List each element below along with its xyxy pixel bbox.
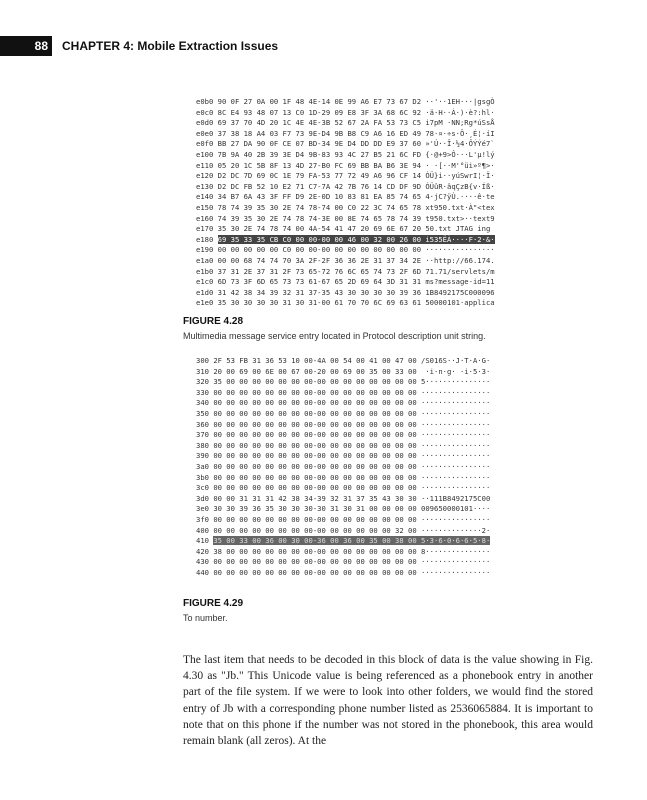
hex-bytes: 00 00 00 00 00 00 00 00-00 00 00 00 00 00 00 00 bbox=[213, 514, 417, 524]
hex-row bbox=[196, 547, 490, 558]
hex-row bbox=[196, 150, 495, 161]
hex-row bbox=[196, 557, 490, 568]
hex-address: 420 bbox=[196, 546, 214, 556]
hex-row bbox=[196, 441, 490, 452]
hex-ascii: {·@+9>Ô···L'µ!lý bbox=[421, 149, 495, 159]
hex-bytes: 37 38 18 A4 03 F7 73 9E-D4 9B B8 C9 A6 16 ED 49 bbox=[217, 128, 422, 138]
hex-bytes: 00 00 00 00 00 00 00 00-00 00 00 00 00 00 00 00 bbox=[213, 440, 417, 450]
figure-4-29-caption: To number. bbox=[183, 613, 228, 623]
hex-address: e170 bbox=[196, 224, 218, 234]
hex-address: e150 bbox=[196, 202, 218, 212]
hex-address: 380 bbox=[196, 440, 214, 450]
hex-address: 340 bbox=[196, 398, 214, 408]
hex-bytes: 00 00 00 00 00 00 00 00-00 00 00 00 00 00 32 00 bbox=[213, 525, 417, 535]
hex-bytes: 20 00 69 00 6E 00 67 00-20 00 69 00 35 00 33 00 bbox=[213, 366, 417, 376]
hex-bytes: 35 30 30 30 30 31 30 31-00 61 70 70 6C 69 63 61 bbox=[217, 298, 422, 308]
hex-row bbox=[196, 161, 495, 172]
hex-ascii: ················ bbox=[416, 557, 491, 567]
hex-bytes: 7B 9A 40 2B 39 3E D4 9B-83 93 4C 27 B5 21 6C FD bbox=[217, 149, 422, 159]
chapter-title: CHAPTER 4: Mobile Extraction Issues bbox=[62, 39, 279, 53]
hex-bytes: 2F 53 FB 31 36 53 10 00-4A 00 54 00 41 00 47 00 bbox=[213, 356, 417, 365]
hex-row bbox=[196, 139, 495, 150]
hex-address: 3a0 bbox=[196, 461, 214, 471]
hex-ascii: ················ bbox=[416, 451, 491, 461]
figure-4-28-label: FIGURE 4.28 bbox=[183, 316, 244, 327]
hex-bytes: 35 00 00 00 00 00 00 00-00 00 00 00 00 00 00 00 bbox=[213, 377, 417, 387]
figure-4-29-label: FIGURE 4.29 bbox=[183, 598, 244, 609]
hex-ascii: ms?message-id=11 bbox=[421, 277, 495, 287]
hex-ascii: ÒÜûR·âqÇzB{v·Íß· bbox=[421, 181, 495, 191]
hex-ascii: xt950.txt·À"<tex bbox=[421, 202, 495, 212]
hex-bytes: 38 00 00 00 00 00 00 00-00 00 00 00 00 00 00 00 bbox=[213, 546, 417, 556]
hex-ascii: ················ bbox=[416, 461, 491, 471]
hex-address: e180 bbox=[196, 234, 218, 244]
hex-row bbox=[196, 504, 490, 515]
hex-row bbox=[196, 171, 495, 182]
hex-ascii: 8··············· bbox=[416, 546, 491, 556]
hex-address: e110 bbox=[196, 160, 218, 170]
hex-bytes: 00 00 00 00 00 00 00 00-00 00 00 00 00 00 00 00 bbox=[213, 567, 417, 577]
hex-bytes: 35 30 2E 74 78 74 00 4A-54 41 47 20 69 6E 67 20 bbox=[217, 224, 422, 234]
body-paragraph: The last item that needs to be decoded in this block of data is the value showing in Fig. 4.30 as "Jb." This Unicode value is being referenced as a phonebook entry in another part of the file system. If we were to look into other folders, we would find the stored entry of Jb with a corresponding phone number listed as 2536065884. It is important to note that on this phone if the number was not stored in the phonebook, this area would remain blank (all zeros). At the bbox=[183, 654, 593, 748]
hex-ascii: ················ bbox=[416, 472, 491, 482]
hex-bytes: 00 00 00 00 00 00 00 00-00 00 00 00 00 00 00 00 bbox=[213, 483, 417, 493]
hex-row bbox=[196, 108, 495, 119]
hex-address: 350 bbox=[196, 408, 214, 418]
hex-bytes: 00 00 00 00 00 00 00 00-00 00 00 00 00 00 00 00 bbox=[213, 557, 417, 567]
hex-ascii: 50.txt JTAG ing bbox=[421, 224, 495, 234]
hex-row bbox=[196, 568, 490, 579]
hex-address: 400 bbox=[196, 525, 214, 535]
hex-row bbox=[196, 388, 490, 399]
hex-bytes: 69 37 70 4D 20 1C 4E 4E-3B 52 67 2A FA 53 73 C5 bbox=[217, 118, 422, 128]
hex-row bbox=[196, 430, 490, 441]
hex-ascii: 009650000101···· bbox=[416, 504, 491, 514]
hex-address: 410 bbox=[196, 536, 214, 546]
hex-ascii: ················ bbox=[421, 245, 495, 255]
hex-ascii: 71.71/servlets/m bbox=[421, 266, 495, 276]
hex-bytes: 78 74 39 35 30 2E 74 78-74 00 C0 22 3C 74 65 78 bbox=[217, 202, 422, 212]
hex-row bbox=[196, 277, 495, 288]
hex-row bbox=[196, 182, 495, 193]
hex-address: 440 bbox=[196, 567, 214, 577]
hex-row bbox=[196, 118, 495, 129]
hex-ascii: ·i·n·g· ·i·5·3· bbox=[416, 366, 491, 376]
hex-ascii: ················ bbox=[416, 430, 491, 440]
hex-ascii: /S016S··J·T·A·G· bbox=[416, 356, 491, 365]
hex-ascii: »'Ú··Î·½4·ÔÝÝé7` bbox=[421, 139, 495, 149]
hex-address: 390 bbox=[196, 451, 214, 461]
hex-ascii: ··'··1EH···|gsgÒ bbox=[421, 97, 495, 106]
hex-ascii: ··111B8492175C00 bbox=[416, 493, 491, 503]
hex-address: e0e0 bbox=[196, 128, 218, 138]
hex-bytes: 69 35 33 35 CB C0 00 00-00 00 46 00 32 00 26 00 bbox=[217, 234, 422, 244]
hex-ascii: 1B8492175C000096 bbox=[421, 287, 495, 297]
hex-bytes: 00 00 00 00 00 00 00 00-00 00 00 00 00 00 00 00 bbox=[213, 398, 417, 408]
hex-row bbox=[196, 494, 490, 505]
hex-bytes: 34 B7 6A 43 3F FF D9 2E-0D 10 83 81 EA 85 74 65 bbox=[217, 192, 422, 202]
hex-address: 370 bbox=[196, 430, 214, 440]
hex-address: 360 bbox=[196, 419, 214, 429]
hex-ascii: ················ bbox=[416, 440, 491, 450]
hex-ascii: ÒÜ}i··yúSwrI¦·Ï· bbox=[421, 171, 495, 181]
hex-address: 310 bbox=[196, 366, 214, 376]
hex-address: 430 bbox=[196, 557, 214, 567]
hex-ascii: ················ bbox=[416, 398, 491, 408]
hex-address: e0f0 bbox=[196, 139, 218, 149]
hex-row bbox=[196, 451, 490, 462]
hex-row bbox=[196, 420, 490, 431]
hex-ascii: 5·3·6·0·6·6·5·8· bbox=[416, 536, 491, 546]
hex-row bbox=[196, 515, 490, 526]
hex-bytes: 00 00 00 00 00 00 00 00-00 00 00 00 00 00 00 00 bbox=[213, 387, 417, 397]
hex-row bbox=[196, 192, 495, 203]
hex-address: e100 bbox=[196, 149, 218, 159]
hex-address: e0d0 bbox=[196, 118, 218, 128]
hex-ascii: t950.txt>··text9 bbox=[421, 213, 495, 223]
hex-ascii: ··············2· bbox=[416, 525, 491, 535]
hex-address: e1b0 bbox=[196, 266, 218, 276]
hex-bytes: D2 DC 7D 69 0C 1E 79 FA-53 77 72 49 A6 96 CF 14 bbox=[217, 171, 422, 181]
hex-bytes: 00 00 00 00 00 C0 00 00-00 00 00 00 00 00 00 00 bbox=[217, 245, 422, 255]
hex-row bbox=[196, 224, 495, 235]
hex-bytes: 05 20 1C 5B 8F 13 4D 27-B0 FC 69 BB BA B6 3E 94 bbox=[217, 160, 422, 170]
hex-ascii: ················ bbox=[416, 483, 491, 493]
hex-bytes: 31 42 38 34 39 32 31 37-35 43 30 30 30 30 39 36 bbox=[217, 287, 422, 297]
hex-address: 330 bbox=[196, 387, 214, 397]
hex-ascii: ················ bbox=[416, 419, 491, 429]
figure-4-28-caption: Multimedia message service entry located in Protocol description unit string. bbox=[183, 331, 486, 341]
hex-bytes: 30 30 39 36 35 30 30 30-30 31 30 31 00 00 00 00 bbox=[213, 504, 417, 514]
hex-bytes: D2 DC FB 52 10 E2 71 C7-7A 42 7B 76 14 CD DF 9D bbox=[217, 181, 422, 191]
hex-address: e130 bbox=[196, 181, 218, 191]
hex-address: 300 bbox=[196, 356, 214, 365]
hex-bytes: 00 00 00 00 00 00 00 00-00 00 00 00 00 00 00 00 bbox=[213, 461, 417, 471]
hex-dump-figure-4-28 bbox=[196, 97, 495, 309]
hex-row bbox=[196, 536, 490, 547]
hex-address: e1a0 bbox=[196, 255, 218, 265]
hex-bytes: 37 31 2E 37 31 2F 73 65-72 76 6C 65 74 73 2F 6D bbox=[217, 266, 422, 276]
hex-row bbox=[196, 367, 490, 378]
hex-row bbox=[196, 473, 490, 484]
hex-row bbox=[196, 245, 495, 256]
hex-ascii: 78·¤·÷s·Ô·¸É¦·íI bbox=[421, 128, 495, 138]
hex-address: 3e0 bbox=[196, 504, 214, 514]
page-number: 88 bbox=[0, 36, 52, 56]
hex-ascii: i535ËÀ····F·2·&· bbox=[421, 234, 495, 244]
hex-bytes: 00 00 31 31 31 42 38 34-39 32 31 37 35 43 30 30 bbox=[213, 493, 417, 503]
hex-row bbox=[196, 298, 495, 309]
hex-row bbox=[196, 129, 495, 140]
hex-row bbox=[196, 356, 490, 367]
hex-ascii: 4·jC?ÿÙ.····ê·te bbox=[421, 192, 495, 202]
hex-bytes: 00 00 00 00 00 00 00 00-00 00 00 00 00 00 00 00 bbox=[213, 419, 417, 429]
hex-address: e1c0 bbox=[196, 277, 218, 287]
hex-row bbox=[196, 97, 495, 108]
hex-bytes: 00 00 00 00 00 00 00 00-00 00 00 00 00 00 00 00 bbox=[213, 451, 417, 461]
hex-address: e1d0 bbox=[196, 287, 218, 297]
hex-ascii: ················ bbox=[416, 514, 491, 524]
hex-row bbox=[196, 526, 490, 537]
hex-row bbox=[196, 288, 495, 299]
hex-row bbox=[196, 203, 495, 214]
hex-row bbox=[196, 398, 490, 409]
hex-dump-figure-4-29 bbox=[196, 356, 490, 578]
hex-bytes: 00 00 68 74 74 70 3A 2F-2F 36 36 2E 31 37 34 2E bbox=[217, 255, 422, 265]
hex-address: 3f0 bbox=[196, 514, 214, 524]
hex-address: e120 bbox=[196, 171, 218, 181]
hex-bytes: 00 00 00 00 00 00 00 00-00 00 00 00 00 00 00 00 bbox=[213, 430, 417, 440]
hex-row bbox=[196, 235, 495, 246]
hex-ascii: i7pM ·NN;Rg*úSsÅ bbox=[421, 118, 495, 128]
hex-address: e0b0 bbox=[196, 97, 218, 106]
hex-ascii: ················ bbox=[416, 567, 491, 577]
hex-ascii: ··http://66.174. bbox=[421, 255, 495, 265]
hex-row bbox=[196, 462, 490, 473]
hex-address: 3c0 bbox=[196, 483, 214, 493]
hex-bytes: 6D 73 3F 6D 65 73 73 61-67 65 2D 69 64 3D 31 31 bbox=[217, 277, 422, 287]
hex-address: e140 bbox=[196, 192, 218, 202]
hex-row bbox=[196, 214, 495, 225]
hex-row bbox=[196, 256, 495, 267]
hex-address: e160 bbox=[196, 213, 218, 223]
hex-ascii: 50000101·applica bbox=[421, 298, 495, 308]
hex-ascii: ·ä·H··À·)·è?:hl· bbox=[421, 107, 495, 117]
hex-ascii: 5··············· bbox=[416, 377, 491, 387]
hex-bytes: BB 27 DA 90 0F CE 07 BD-34 9E D4 DD DD E9 37 60 bbox=[217, 139, 422, 149]
hex-address: 3d0 bbox=[196, 493, 214, 503]
hex-bytes: 90 0F 27 0A 00 1F 48 4E-14 0E 99 A6 E7 73 67 D2 bbox=[217, 97, 422, 106]
hex-bytes: 35 00 33 00 36 00 30 00-36 00 36 00 35 00 38 00 bbox=[213, 536, 417, 546]
hex-address: 320 bbox=[196, 377, 214, 387]
hex-address: e190 bbox=[196, 245, 218, 255]
hex-ascii: ················ bbox=[416, 408, 491, 418]
hex-row bbox=[196, 267, 495, 278]
hex-row bbox=[196, 377, 490, 388]
hex-ascii: · ·[··M'°üi»º¶>· bbox=[421, 160, 495, 170]
hex-ascii: ················ bbox=[416, 387, 491, 397]
hex-bytes: 74 39 35 30 2E 74 78 74-3E 00 8E 74 65 78 74 39 bbox=[217, 213, 422, 223]
hex-row bbox=[196, 409, 490, 420]
hex-address: e0c0 bbox=[196, 107, 218, 117]
hex-bytes: 00 00 00 00 00 00 00 00-00 00 00 00 00 00 00 00 bbox=[213, 408, 417, 418]
hex-bytes: 00 00 00 00 00 00 00 00-00 00 00 00 00 00 00 00 bbox=[213, 472, 417, 482]
hex-address: 3b0 bbox=[196, 472, 214, 482]
hex-row bbox=[196, 483, 490, 494]
hex-address: e1e0 bbox=[196, 298, 218, 308]
hex-bytes: 8C E4 93 48 07 13 C0 1D-29 09 E8 3F 3A 68 6C 92 bbox=[217, 107, 422, 117]
page-header bbox=[0, 36, 647, 56]
